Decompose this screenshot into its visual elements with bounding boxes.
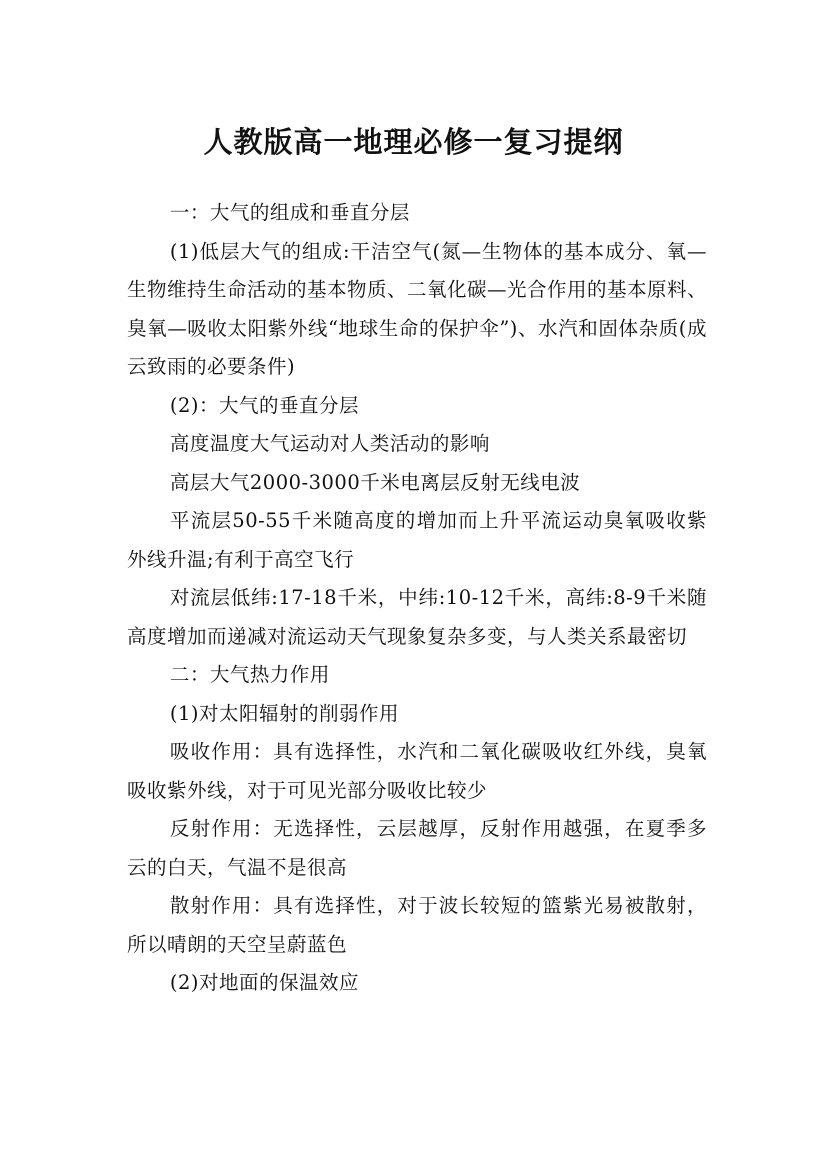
paragraph-lower-atmosphere: (1)低层大气的组成:干洁空气(氮—生物体的基本成分、氧—生物维持生命活动的基本物质、二氧化碳—光合作用的基本原料、臭氧—吸收太阳紫外线“地球生命的保护伞”)、水汽和固体杂质(成云致雨的必要条件) <box>127 239 708 378</box>
paragraph-upper-atmosphere: 高层大气2000-3000千米电离层反射无线电波 <box>169 470 581 494</box>
document-title: 人教版高一地理必修一复习提纲 <box>203 125 624 160</box>
document-body <box>127 194 707 1003</box>
paragraph-absorption: 吸收作用：具有选择性，水汽和二氧化碳吸收红外线，臭氧吸收紫外线，对于可见光部分吸收比较少 <box>127 740 707 802</box>
paragraph-troposphere: 对流层低纬:17-18千米，中纬:10-12千米，高纬:8-9千米随高度增加而递减对流运动天气现象复杂多变，与人类关系最密切 <box>127 586 707 648</box>
paragraph-section-1-heading: 一：大气的组成和垂直分层 <box>169 201 410 224</box>
paragraph-section-2-heading: 二：大气热力作用 <box>169 663 330 686</box>
paragraph-stratosphere: 平流层50-55千米随高度的增加而上升平流运动臭氧吸收紫外线升温;有利于高空飞行 <box>127 509 707 571</box>
paragraph-insulation-heading: (2)对地面的保温效应 <box>169 971 360 994</box>
paragraph-reflection: 反射作用：无选择性，云层越厚，反射作用越强，在夏季多云的白天，气温不是很高 <box>127 817 707 879</box>
paragraph-scattering: 散射作用：具有选择性，对于波长较短的篮紫光易被散射，所以晴朗的天空呈蔚蓝色 <box>127 894 707 956</box>
paragraph-vertical-layers-heading: (2)：大气的垂直分层 <box>169 393 360 417</box>
paragraph-weakening-heading: (1)对太阳辐射的削弱作用 <box>169 701 400 725</box>
paragraph-layer-columns: 高度温度大气运动对人类活动的影响 <box>169 432 490 455</box>
